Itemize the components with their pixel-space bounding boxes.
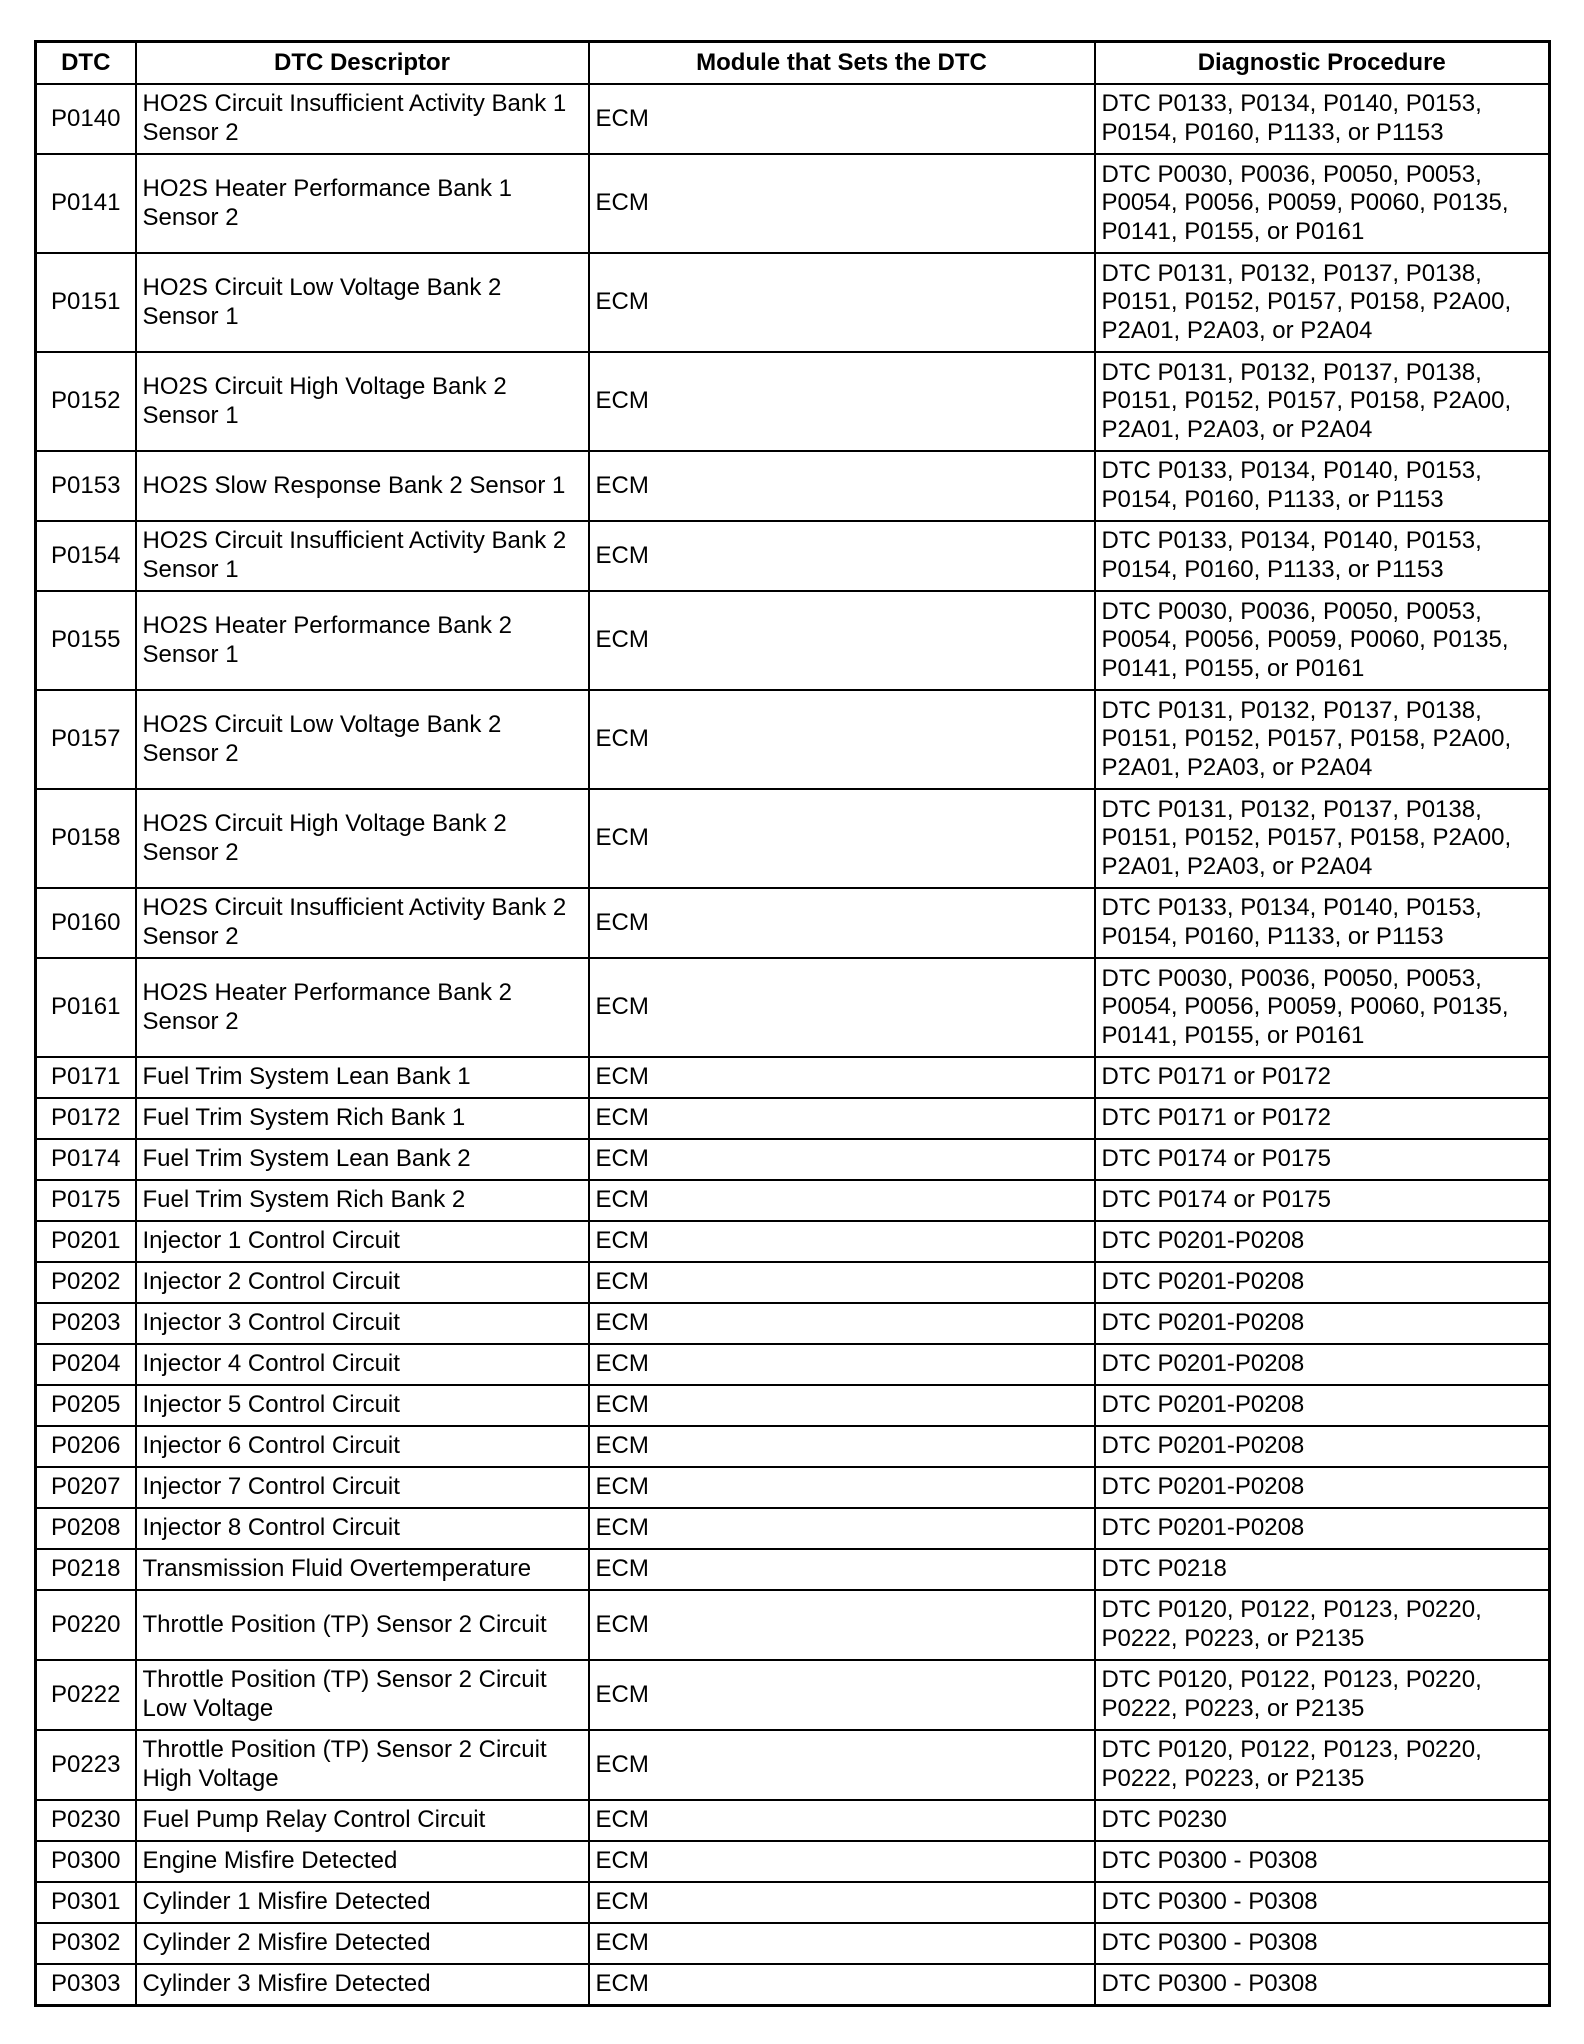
table-row <box>36 1426 1550 1467</box>
module: ECM <box>589 1467 1095 1508</box>
dtc-code: P0208 <box>36 1508 136 1549</box>
table-row <box>36 1508 1550 1549</box>
diagnostic-procedure: DTC P0201-P0208 <box>1095 1303 1550 1344</box>
module: ECM <box>589 1303 1095 1344</box>
module: ECM <box>589 1139 1095 1180</box>
table-row <box>36 1139 1550 1180</box>
table-row <box>36 1467 1550 1508</box>
dtc-descriptor: Transmission Fluid Overtemperature <box>136 1549 589 1590</box>
module: ECM <box>589 84 1095 154</box>
dtc-code: P0303 <box>36 1964 136 2005</box>
module: ECM <box>589 789 1095 888</box>
table-row <box>36 1549 1550 1590</box>
module: ECM <box>589 1262 1095 1303</box>
dtc-code: P0141 <box>36 154 136 253</box>
table-row <box>36 352 1550 451</box>
dtc-descriptor: Cylinder 2 Misfire Detected <box>136 1923 589 1964</box>
module: ECM <box>589 1964 1095 2005</box>
table-row <box>36 451 1550 521</box>
module: ECM <box>589 1180 1095 1221</box>
table-row <box>36 1303 1550 1344</box>
dtc-descriptor: Throttle Position (TP) Sensor 2 Circuit <box>136 1590 589 1660</box>
dtc-code: P0205 <box>36 1385 136 1426</box>
diagnostic-procedure: DTC P0201-P0208 <box>1095 1508 1550 1549</box>
dtc-code: P0218 <box>36 1549 136 1590</box>
table-row <box>36 1590 1550 1660</box>
diagnostic-procedure: DTC P0120, P0122, P0123, P0220, P0222, P0223, or P2135 <box>1095 1590 1550 1660</box>
dtc-code: P0171 <box>36 1057 136 1098</box>
header-dtc: DTC <box>36 42 136 85</box>
module: ECM <box>589 1923 1095 1964</box>
dtc-code: P0300 <box>36 1841 136 1882</box>
diagnostic-procedure: DTC P0133, P0134, P0140, P0153, P0154, P0160, P1133, or P1153 <box>1095 521 1550 591</box>
diagnostic-procedure: DTC P0171 or P0172 <box>1095 1057 1550 1098</box>
header-dtc-descriptor: DTC Descriptor <box>136 42 589 85</box>
diagnostic-procedure: DTC P0174 or P0175 <box>1095 1139 1550 1180</box>
module: ECM <box>589 1057 1095 1098</box>
table-row <box>36 1882 1550 1923</box>
module: ECM <box>589 1098 1095 1139</box>
diagnostic-procedure: DTC P0133, P0134, P0140, P0153, P0154, P0160, P1133, or P1153 <box>1095 84 1550 154</box>
dtc-code: P0154 <box>36 521 136 591</box>
diagnostic-procedure: DTC P0201-P0208 <box>1095 1426 1550 1467</box>
header-module: Module that Sets the DTC <box>589 42 1095 85</box>
table-row <box>36 1098 1550 1139</box>
module: ECM <box>589 1344 1095 1385</box>
dtc-descriptor: Engine Misfire Detected <box>136 1841 589 1882</box>
dtc-code: P0220 <box>36 1590 136 1660</box>
table-row <box>36 1964 1550 2005</box>
dtc-code: P0151 <box>36 253 136 352</box>
table-row <box>36 1180 1550 1221</box>
dtc-code: P0201 <box>36 1221 136 1262</box>
dtc-code: P0223 <box>36 1730 136 1800</box>
diagnostic-procedure: DTC P0131, P0132, P0137, P0138, P0151, P0152, P0157, P0158, P2A00, P2A01, P2A03, or P2A04 <box>1095 253 1550 352</box>
dtc-descriptor: Fuel Trim System Lean Bank 2 <box>136 1139 589 1180</box>
dtc-code: P0222 <box>36 1660 136 1730</box>
dtc-descriptor: Injector 6 Control Circuit <box>136 1426 589 1467</box>
dtc-code: P0172 <box>36 1098 136 1139</box>
dtc-table <box>34 40 1551 2007</box>
module: ECM <box>589 591 1095 690</box>
dtc-descriptor: Throttle Position (TP) Sensor 2 Circuit Low Voltage <box>136 1660 589 1730</box>
table-row <box>36 1057 1550 1098</box>
dtc-descriptor: Cylinder 3 Misfire Detected <box>136 1964 589 2005</box>
dtc-code: P0203 <box>36 1303 136 1344</box>
dtc-descriptor: HO2S Slow Response Bank 2 Sensor 1 <box>136 451 589 521</box>
module: ECM <box>589 1590 1095 1660</box>
dtc-code: P0157 <box>36 690 136 789</box>
diagnostic-procedure: DTC P0201-P0208 <box>1095 1385 1550 1426</box>
module: ECM <box>589 451 1095 521</box>
diagnostic-procedure: DTC P0120, P0122, P0123, P0220, P0222, P0223, or P2135 <box>1095 1730 1550 1800</box>
dtc-descriptor: HO2S Circuit Insufficient Activity Bank 2 Sensor 2 <box>136 888 589 958</box>
table-body <box>36 84 1550 2005</box>
dtc-descriptor: HO2S Circuit Low Voltage Bank 2 Sensor 2 <box>136 690 589 789</box>
table-row <box>36 888 1550 958</box>
diagnostic-procedure: DTC P0131, P0132, P0137, P0138, P0151, P0152, P0157, P0158, P2A00, P2A01, P2A03, or P2A04 <box>1095 352 1550 451</box>
dtc-descriptor: Throttle Position (TP) Sensor 2 Circuit High Voltage <box>136 1730 589 1800</box>
diagnostic-procedure: DTC P0131, P0132, P0137, P0138, P0151, P0152, P0157, P0158, P2A00, P2A01, P2A03, or P2A04 <box>1095 690 1550 789</box>
module: ECM <box>589 958 1095 1057</box>
diagnostic-procedure: DTC P0300 - P0308 <box>1095 1841 1550 1882</box>
dtc-code: P0174 <box>36 1139 136 1180</box>
dtc-code: P0206 <box>36 1426 136 1467</box>
dtc-descriptor: Injector 8 Control Circuit <box>136 1508 589 1549</box>
dtc-descriptor: Injector 2 Control Circuit <box>136 1262 589 1303</box>
dtc-descriptor: HO2S Heater Performance Bank 1 Sensor 2 <box>136 154 589 253</box>
module: ECM <box>589 1426 1095 1467</box>
dtc-descriptor: HO2S Circuit Low Voltage Bank 2 Sensor 1 <box>136 253 589 352</box>
dtc-code: P0302 <box>36 1923 136 1964</box>
module: ECM <box>589 690 1095 789</box>
diagnostic-procedure: DTC P0201-P0208 <box>1095 1344 1550 1385</box>
table-row <box>36 1730 1550 1800</box>
table-row <box>36 84 1550 154</box>
table-row <box>36 958 1550 1057</box>
table-row <box>36 253 1550 352</box>
table-row <box>36 1221 1550 1262</box>
module: ECM <box>589 888 1095 958</box>
dtc-descriptor: HO2S Circuit Insufficient Activity Bank 1 Sensor 2 <box>136 84 589 154</box>
header-diagnostic-procedure: Diagnostic Procedure <box>1095 42 1550 85</box>
diagnostic-procedure: DTC P0174 or P0175 <box>1095 1180 1550 1221</box>
diagnostic-procedure: DTC P0300 - P0308 <box>1095 1964 1550 2005</box>
dtc-descriptor: Injector 5 Control Circuit <box>136 1385 589 1426</box>
diagnostic-procedure: DTC P0201-P0208 <box>1095 1262 1550 1303</box>
module: ECM <box>589 1841 1095 1882</box>
table-row <box>36 1800 1550 1841</box>
table-row <box>36 789 1550 888</box>
dtc-descriptor: Fuel Trim System Rich Bank 2 <box>136 1180 589 1221</box>
dtc-code: P0158 <box>36 789 136 888</box>
dtc-code: P0207 <box>36 1467 136 1508</box>
module: ECM <box>589 1385 1095 1426</box>
module: ECM <box>589 521 1095 591</box>
dtc-code: P0202 <box>36 1262 136 1303</box>
module: ECM <box>589 253 1095 352</box>
module: ECM <box>589 154 1095 253</box>
dtc-code: P0230 <box>36 1800 136 1841</box>
table-row <box>36 1385 1550 1426</box>
dtc-code: P0160 <box>36 888 136 958</box>
diagnostic-procedure: DTC P0230 <box>1095 1800 1550 1841</box>
dtc-descriptor: Fuel Pump Relay Control Circuit <box>136 1800 589 1841</box>
dtc-code: P0140 <box>36 84 136 154</box>
diagnostic-procedure: DTC P0030, P0036, P0050, P0053, P0054, P0056, P0059, P0060, P0135, P0141, P0155, or P0161 <box>1095 154 1550 253</box>
dtc-code: P0152 <box>36 352 136 451</box>
dtc-descriptor: HO2S Circuit Insufficient Activity Bank 2 Sensor 1 <box>136 521 589 591</box>
dtc-code: P0301 <box>36 1882 136 1923</box>
dtc-descriptor: Fuel Trim System Rich Bank 1 <box>136 1098 589 1139</box>
dtc-code: P0155 <box>36 591 136 690</box>
module: ECM <box>589 1508 1095 1549</box>
dtc-descriptor: Injector 4 Control Circuit <box>136 1344 589 1385</box>
dtc-descriptor: HO2S Heater Performance Bank 2 Sensor 1 <box>136 591 589 690</box>
module: ECM <box>589 1800 1095 1841</box>
diagnostic-procedure: DTC P0300 - P0308 <box>1095 1923 1550 1964</box>
header-row <box>36 42 1550 85</box>
diagnostic-procedure: DTC P0030, P0036, P0050, P0053, P0054, P0056, P0059, P0060, P0135, P0141, P0155, or P0161 <box>1095 591 1550 690</box>
dtc-descriptor: Cylinder 1 Misfire Detected <box>136 1882 589 1923</box>
table-row <box>36 591 1550 690</box>
table-header <box>36 42 1550 85</box>
dtc-descriptor: HO2S Heater Performance Bank 2 Sensor 2 <box>136 958 589 1057</box>
diagnostic-procedure: DTC P0201-P0208 <box>1095 1467 1550 1508</box>
dtc-descriptor: Injector 3 Control Circuit <box>136 1303 589 1344</box>
dtc-code: P0175 <box>36 1180 136 1221</box>
table-row <box>36 1660 1550 1730</box>
table-row <box>36 690 1550 789</box>
dtc-descriptor: Injector 1 Control Circuit <box>136 1221 589 1262</box>
diagnostic-procedure: DTC P0131, P0132, P0137, P0138, P0151, P0152, P0157, P0158, P2A00, P2A01, P2A03, or P2A04 <box>1095 789 1550 888</box>
diagnostic-procedure: DTC P0120, P0122, P0123, P0220, P0222, P0223, or P2135 <box>1095 1660 1550 1730</box>
diagnostic-procedure: DTC P0201-P0208 <box>1095 1221 1550 1262</box>
diagnostic-procedure: DTC P0133, P0134, P0140, P0153, P0154, P0160, P1133, or P1153 <box>1095 451 1550 521</box>
diagnostic-procedure: DTC P0133, P0134, P0140, P0153, P0154, P0160, P1133, or P1153 <box>1095 888 1550 958</box>
table-row <box>36 521 1550 591</box>
module: ECM <box>589 1549 1095 1590</box>
diagnostic-procedure: DTC P0171 or P0172 <box>1095 1098 1550 1139</box>
module: ECM <box>589 1730 1095 1800</box>
table-row <box>36 1262 1550 1303</box>
table-row <box>36 1841 1550 1882</box>
dtc-code: P0161 <box>36 958 136 1057</box>
dtc-descriptor: Fuel Trim System Lean Bank 1 <box>136 1057 589 1098</box>
module: ECM <box>589 352 1095 451</box>
dtc-code: P0204 <box>36 1344 136 1385</box>
dtc-code: P0153 <box>36 451 136 521</box>
diagnostic-procedure: DTC P0300 - P0308 <box>1095 1882 1550 1923</box>
table-row <box>36 154 1550 253</box>
diagnostic-procedure: DTC P0218 <box>1095 1549 1550 1590</box>
dtc-descriptor: HO2S Circuit High Voltage Bank 2 Sensor 2 <box>136 789 589 888</box>
table-row <box>36 1344 1550 1385</box>
dtc-descriptor: HO2S Circuit High Voltage Bank 2 Sensor 1 <box>136 352 589 451</box>
table-row <box>36 1923 1550 1964</box>
module: ECM <box>589 1660 1095 1730</box>
module: ECM <box>589 1882 1095 1923</box>
dtc-descriptor: Injector 7 Control Circuit <box>136 1467 589 1508</box>
diagnostic-procedure: DTC P0030, P0036, P0050, P0053, P0054, P0056, P0059, P0060, P0135, P0141, P0155, or P0161 <box>1095 958 1550 1057</box>
module: ECM <box>589 1221 1095 1262</box>
